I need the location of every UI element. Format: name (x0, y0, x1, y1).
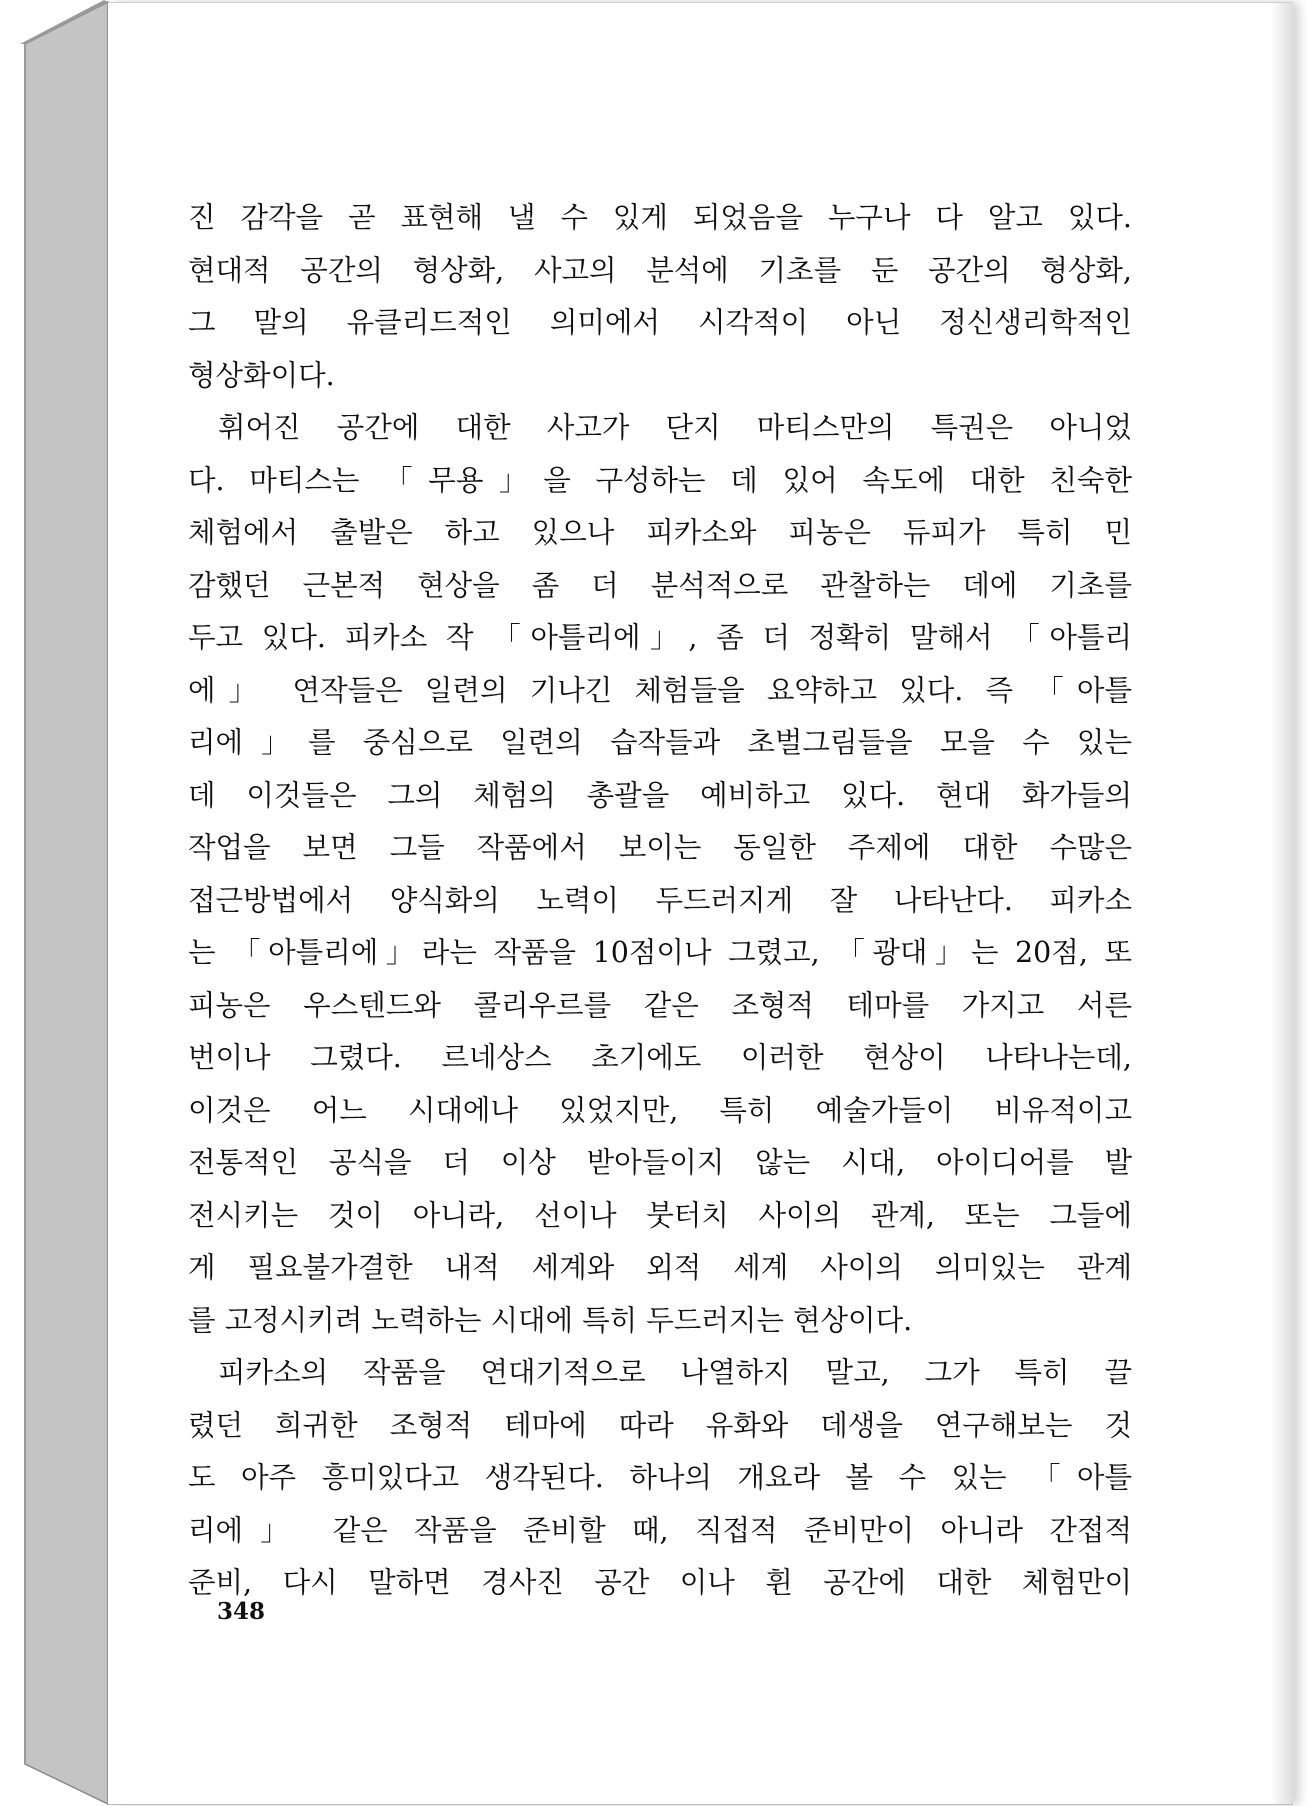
text-line: 에」 연작들은 일련의 기나긴 체험들을 요약하고 있다. 즉 「아틀 (188, 673, 1132, 707)
text-line: 현대적 공간의 형상화, 사고의 분석에 기초를 둔 공간의 형상화, (188, 253, 1132, 287)
text-line: 는 「아틀리에」라는 작품을 10점이나 그렸고, 「광대」는 20점, 또 (188, 936, 1132, 969)
text-line: 전통적인 공식을 더 이상 받아들이지 않는 시대, 아이디어를 발 (188, 1146, 1132, 1179)
text-line: 데 이것들은 그의 체험의 총괄을 예비하고 있다. 현대 화가들의 (188, 778, 1132, 812)
text-line: 준비, 다시 말하면 경사진 공간 이나 휜 공간에 대한 체험만이 (188, 1566, 1132, 1599)
text-line: 게 필요불가결한 내적 세계와 외적 세계 사이의 의미있는 관계 (188, 1251, 1132, 1284)
text-line: 번이나 그렸다. 르네상스 초기에도 이러한 현상이 나타나는데, (188, 1041, 1132, 1074)
text-line: 이것은 어느 시대에나 있었지만, 특히 예술가들이 비유적이고 (188, 1093, 1132, 1127)
text-line: 감했던 근본적 현상을 좀 더 분석적으로 관찰하는 데에 기초를 (188, 568, 1132, 602)
text-line: 형상화이다. (188, 358, 335, 392)
page-number: 348 (217, 1598, 266, 1625)
text-line: 렸던 희귀한 조형적 테마에 따라 유화와 데생을 연구해보는 것 (188, 1408, 1132, 1442)
text-line: 도 아주 흥미있다고 생각된다. 하나의 개요라 볼 수 있는 「아틀 (188, 1461, 1132, 1494)
text-line: 리에」 같은 작품을 준비할 때, 직접적 준비만이 아니라 간접적 (188, 1513, 1132, 1547)
text-line: 그 말의 유클리드적인 의미에서 시각적이 아닌 정신생리학적인 (188, 306, 1132, 339)
text-line: 두고 있다. 피카소 작 「아틀리에」, 좀 더 정확히 말해서 「아틀리 (188, 621, 1132, 654)
text-line: 진 감각을 곧 표현해 낼 수 있게 되었음을 누구나 다 알고 있다. (188, 201, 1132, 234)
text-line: 를 고정시키려 노력하는 시대에 특히 두드러지는 현상이다. (188, 1303, 913, 1337)
text-line: 피농은 우스텐드와 콜리우르를 같은 조형적 테마를 가지고 서른 (188, 988, 1132, 1022)
text-line: 체험에서 출발은 하고 있으나 피카소와 피농은 듀피가 특히 민 (188, 516, 1132, 549)
text-line: 휘어진 공간에 대한 사고가 단지 마티스만의 특권은 아니었 (218, 411, 1132, 444)
text-line: 다. 마티스는 「무용」을 구성하는 데 있어 속도에 대한 친숙한 (188, 463, 1132, 497)
text-line: 접근방법에서 양식화의 노력이 두드러지게 잘 나타난다. 피카소 (188, 883, 1132, 917)
text-line: 피카소의 작품을 연대기적으로 나열하지 말고, 그가 특히 끌 (218, 1356, 1132, 1389)
page-edge-shadow (1271, 3, 1293, 1804)
body-text (188, 192, 1132, 1610)
text-line: 리에」를 중심으로 일련의 습작들과 초벌그림들을 모을 수 있는 (188, 726, 1132, 759)
text-line: 전시키는 것이 아니라, 선이나 붓터치 사이의 관계, 또는 그들에 (188, 1198, 1132, 1232)
text-line: 작업을 보면 그들 작품에서 보이는 동일한 주제에 대한 수많은 (188, 831, 1132, 864)
book-spine (0, 0, 110, 1806)
